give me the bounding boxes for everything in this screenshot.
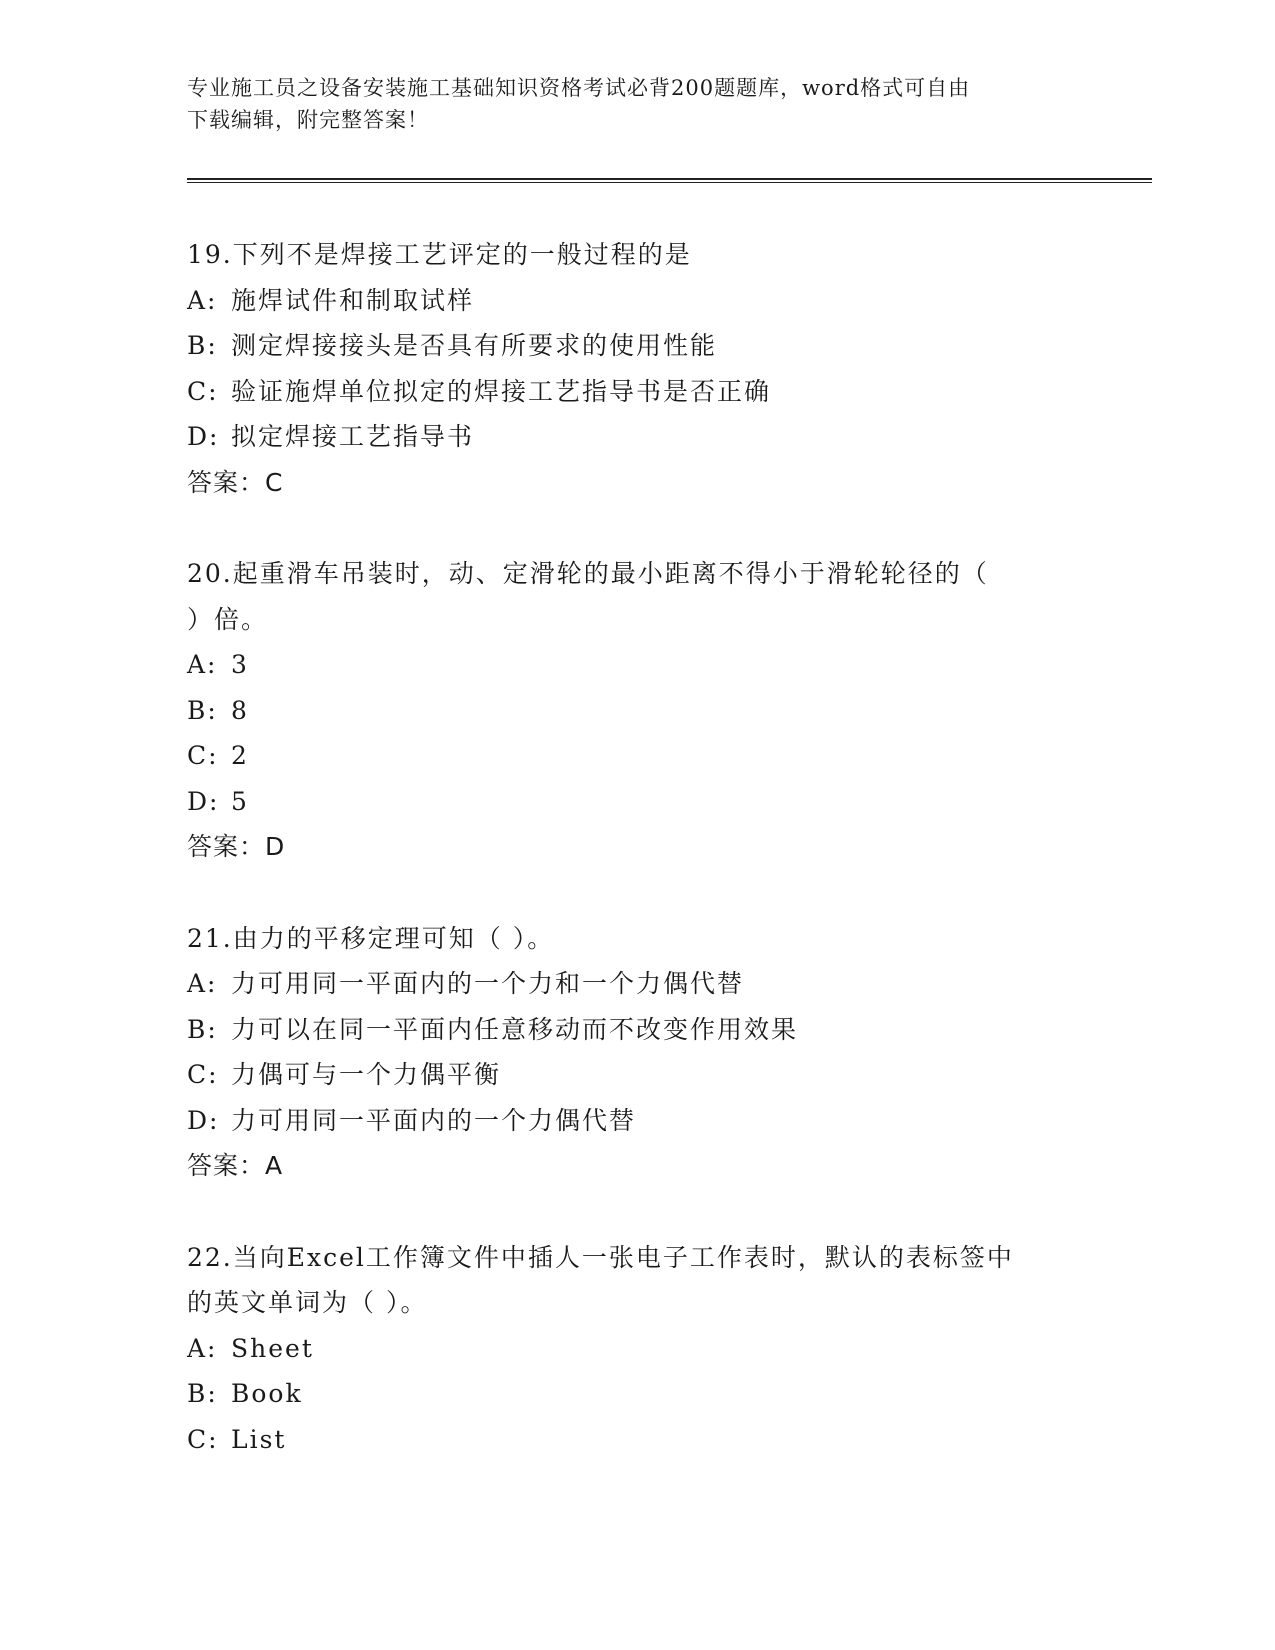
question-21 [187,916,1087,1189]
option-text: 力可用同一平面内的一个力偶代替 [231,1105,637,1135]
option-letter: A: [187,1333,218,1363]
answer-line: 答案：D [187,832,286,861]
option-b [187,1371,1087,1417]
option-text: 测定焊接接头是否具有所要求的使用性能 [231,331,718,360]
option-a [187,278,1087,324]
option-letter: D: [187,786,220,816]
option-letter: B: [187,1379,218,1408]
header-divider-thin [187,182,1152,183]
question-stem: 19.下列不是焊接工艺评定的一般过程的是 [187,240,692,269]
answer-line: 答案：A [187,1151,284,1180]
option-letter: B: [187,695,218,725]
option-c [187,733,1087,779]
option-letter: A: [187,285,218,315]
option-a [187,642,1087,688]
question-stem-line-1: 20.起重滑车吊装时，动、定滑轮的最小距离不得小于滑轮轮径的（ [187,559,989,588]
option-b [187,323,1087,369]
option-text: Book [231,1379,303,1408]
question-20 [187,551,1087,870]
header-title-line-2: 下载编辑，附完整答案！ [187,108,429,132]
header-divider-thick [187,178,1152,180]
option-text: 力可以在同一平面内任意移动而不改变作用效果 [231,1014,799,1044]
option-text: 施焊试件和制取试样 [231,285,475,315]
question-stem: 21.由力的平移定理可知（ ）。 [187,923,555,953]
option-text: 验证施焊单位拟定的焊接工艺指导书是否正确 [231,376,772,406]
option-letter: A: [187,650,218,679]
question-stem-line-1: 22.当向Excel工作簿文件中插人一张电子工作表时，默认的表标签中 [187,1242,1014,1272]
document-header [187,72,1067,136]
option-text: 2 [231,741,249,770]
option-text: 力偶可与一个力偶平衡 [231,1060,502,1089]
option-b [187,688,1087,734]
header-title-line-1: 专业施工员之设备安装施工基础知识资格考试必背200题题库，word格式可自由 [187,76,971,100]
option-letter: D: [187,1105,220,1135]
option-d [187,414,1087,460]
option-a [187,961,1087,1007]
option-d [187,1098,1087,1144]
option-a [187,1326,1087,1372]
option-text: Sheet [231,1333,314,1363]
option-b [187,1007,1087,1053]
question-19 [187,232,1087,505]
option-letter: C: [187,1424,219,1454]
option-c [187,1052,1087,1098]
question-stem-line-2: 的英文单词为（ ）。 [187,1288,428,1317]
option-text: 力可用同一平面内的一个力和一个力偶代替 [231,969,745,998]
question-list [187,232,1087,1508]
option-c [187,369,1087,415]
question-22 [187,1235,1087,1463]
option-text: 8 [231,695,249,725]
option-letter: C: [187,741,219,770]
option-letter: D: [187,422,220,451]
question-stem-line-2: ）倍。 [187,604,269,634]
option-text: 3 [231,650,249,679]
option-letter: B: [187,1014,218,1044]
answer-line: 答案：C [187,467,284,497]
option-letter: A: [187,969,218,998]
option-letter: C: [187,1060,219,1089]
option-text: List [231,1424,287,1454]
option-d [187,779,1087,825]
option-text: 拟定焊接工艺指导书 [231,422,475,451]
option-text: 5 [231,786,249,816]
option-letter: C: [187,376,219,406]
option-c [187,1417,1087,1463]
option-letter: B: [187,331,218,360]
